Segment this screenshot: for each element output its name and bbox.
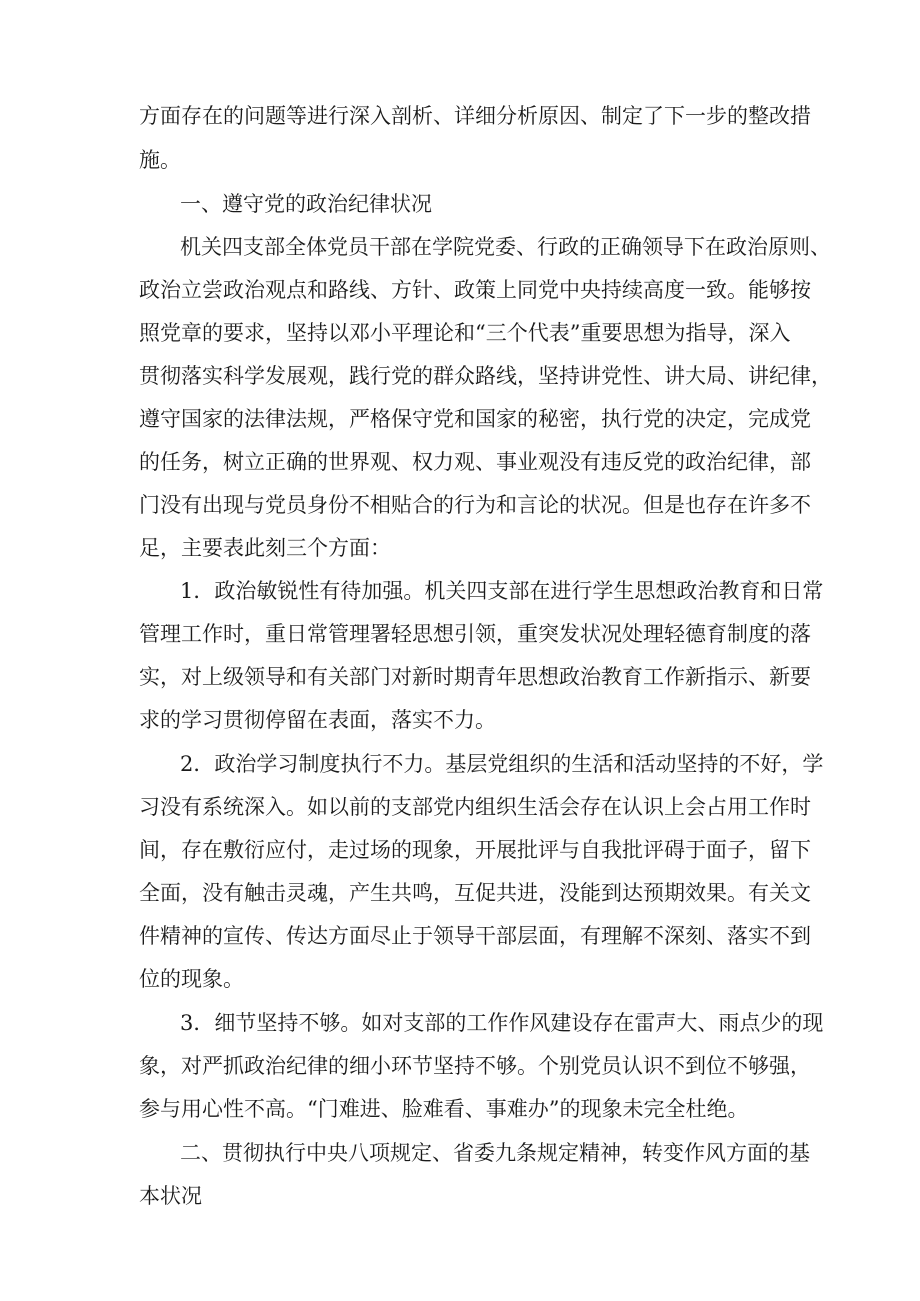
body-text-line: 遵守国家的法律法规，严格保守党和国家的秘密，执行党的决定，完成党 [139, 407, 811, 431]
body-text-line: 象，对严抓政治纪律的细小环节坚持不够。个别党员认识不到位不够强， [139, 1054, 811, 1078]
body-text-line: 政治立尝政治观点和路线、方针、政策上同党中央持续高度一致。能够按 [139, 278, 811, 302]
list-item-3: 3．细节坚持不够。如对支部的工作作风建设存在雷声大、雨点少的现 [180, 1011, 824, 1035]
body-text-line: 足，主要表此刻三个方面： [139, 536, 391, 560]
list-item-1: 1．政治敏锐性有待加强。机关四支部在进行学生思想政治教育和日常 [180, 579, 824, 603]
body-text-line: 全面，没有触击灵魂，产生共鸣，互促共进，没能到达预期效果。有关文 [139, 881, 811, 905]
body-text-line: 参与用心性不高。“门难进、脸难看、事难办”的现象未完全杜绝。 [139, 1097, 749, 1121]
body-text-line: 施。 [139, 148, 181, 172]
body-text-line: 间，存在敷衍应付，走过场的现象，开展批评与自我批评碍于面子，留下 [139, 838, 811, 862]
body-text-line: 的任务，树立正确的世界观、权力观、事业观没有违反党的政治纪律，部 [139, 450, 811, 474]
body-text-line: 方面存在的问题等进行深入剖析、详细分析原因、制定了下一步的整改措 [139, 104, 811, 128]
section-heading-1: 一、遵守党的政治纪律状况 [180, 192, 432, 216]
body-text-line: 管理工作时，重日常管理署轻思想引领，重突发状况处理轻德育制度的落 [139, 622, 811, 646]
body-text-line: 本状况 [139, 1184, 202, 1208]
body-text-line: 件精神的宣传、传达方面尽止于领导干部层面，有理解不深刻、落实不到 [139, 924, 811, 948]
body-text-line: 机关四支部全体党员干部在学院党委、行政的正确领导下在政治原则、 [180, 235, 831, 259]
body-text-line: 贯彻落实科学发展观，践行党的群众路线，坚持讲党性、讲大局、讲纪律， [139, 364, 832, 388]
body-text-line: 实，对上级领导和有关部门对新时期青年思想政治教育工作新指示、新要 [139, 665, 811, 689]
section-heading-2: 二、贯彻执行中央八项规定、省委九条规定精神，转变作风方面的基 [180, 1141, 810, 1165]
body-text-line: 门没有出现与党员身份不相贴合的行为和言论的状况。但是也存在许多不 [139, 493, 811, 517]
body-text-line: 习没有系统深入。如以前的支部党内组织生活会存在认识上会占用工作时 [139, 795, 811, 819]
body-text-line: 求的学习贯彻停留在表面，落实不力。 [139, 708, 496, 732]
body-text-line: 位的现象。 [139, 967, 244, 991]
list-item-2: 2．政治学习制度执行不力。基层党组织的生活和活动坚持的不好，学 [180, 752, 824, 776]
body-text-line: 照党章的要求，坚持以邓小平理论和“三个代表”重要思想为指导，深入 [139, 321, 791, 345]
